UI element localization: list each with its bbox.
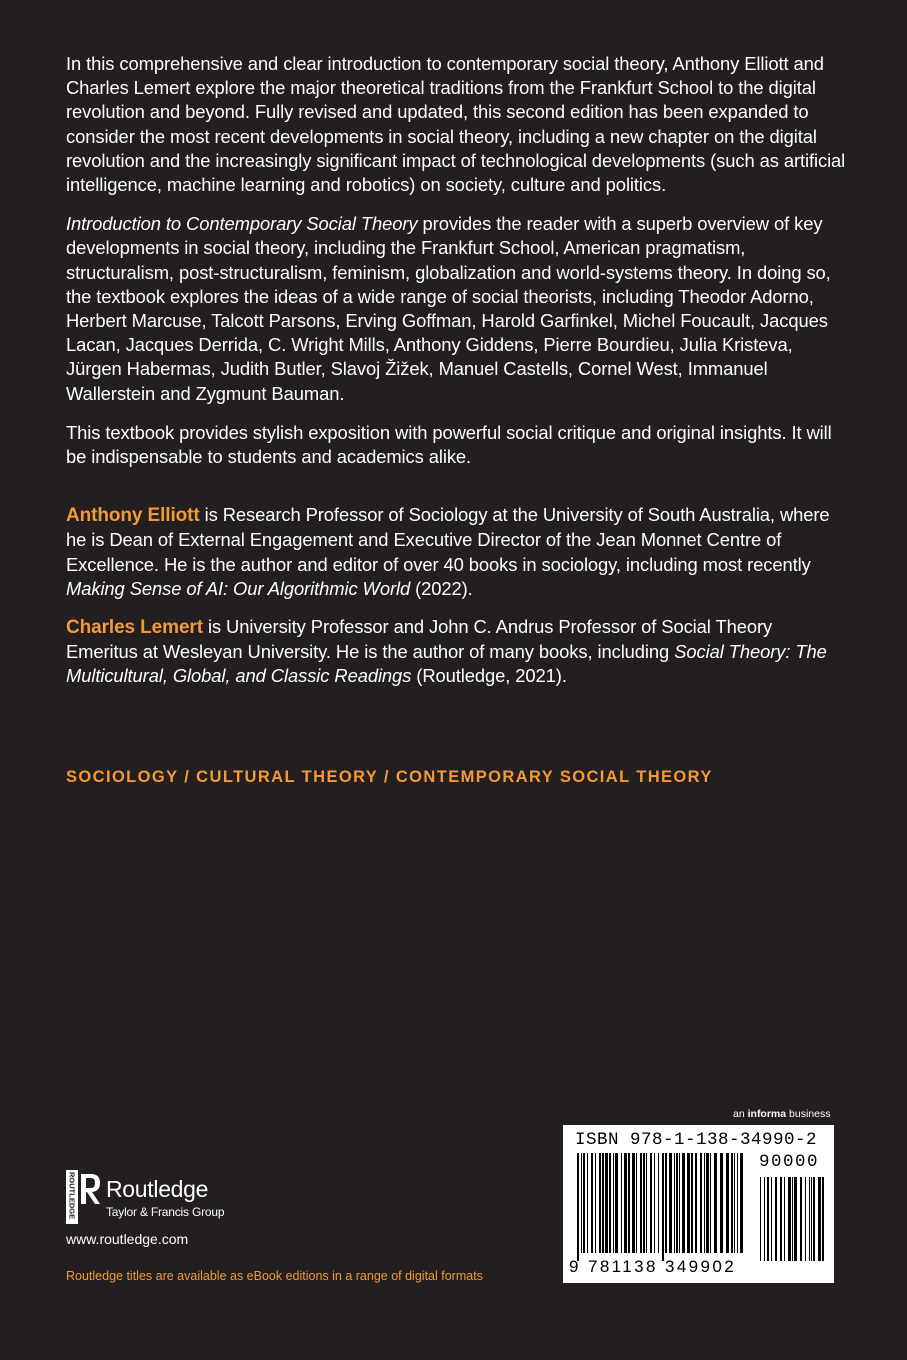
addon-bar bbox=[784, 1177, 785, 1261]
barcode-bar bbox=[734, 1153, 735, 1253]
publisher-group: Taylor & Francis Group bbox=[106, 1205, 225, 1219]
book-title: Introduction to Contemporary Social Theory bbox=[66, 213, 418, 235]
author-bio-lemert: Charles Lemert is University Professor and John C. Andrus Professor of Social Theory Emeritus at Wesleyan University. He is the author of many books, including Social Theory: The Multicultural, Global, and Classic Readings (Routledge, 2021). bbox=[66, 616, 827, 687]
description-paragraph-1: In this comprehensive and clear introduction to contemporary social theory, Anthony Elliott and Charles Lemert explore the major theoretical traditions from the Frankfurt School to the digital revolution and beyond. Fully revised and updated, this second edition has been expanded to consider the most recent developments in social theory, including a new chapter on the digital revolution and the increasingly significant impact of technological developments (such as artificial intelligence, machine learning and robotics) on society, culture and politics. bbox=[66, 53, 846, 196]
barcode-bar bbox=[628, 1153, 630, 1253]
barcode-bar bbox=[662, 1153, 664, 1261]
subject-categories: SOCIOLOGY / CULTURAL THEORY / CONTEMPORARY SOCIAL THEORY bbox=[66, 768, 713, 786]
barcode-bar bbox=[591, 1153, 593, 1253]
addon-bar bbox=[818, 1177, 821, 1261]
barcode-bar bbox=[643, 1153, 645, 1253]
addon-bar bbox=[813, 1177, 815, 1261]
barcode-bar bbox=[695, 1153, 697, 1253]
addon-bar bbox=[805, 1177, 806, 1261]
barcode-bar bbox=[687, 1153, 690, 1253]
barcode-bar bbox=[624, 1153, 627, 1253]
barcode-bar bbox=[613, 1153, 614, 1253]
barcode-bar bbox=[704, 1153, 705, 1253]
routledge-r-icon bbox=[66, 1170, 102, 1228]
barcode-bar bbox=[682, 1153, 685, 1253]
routledge-logo bbox=[66, 1170, 266, 1230]
barcode-bar bbox=[669, 1153, 672, 1253]
barcode-bar bbox=[621, 1153, 622, 1253]
barcode-bar bbox=[587, 1153, 588, 1253]
barcode-bar bbox=[679, 1153, 680, 1253]
barcode-bar bbox=[581, 1153, 582, 1253]
addon-bar bbox=[811, 1177, 812, 1261]
barcode-bar bbox=[615, 1153, 618, 1253]
barcode-bar bbox=[602, 1153, 604, 1253]
ebook-note: Routledge titles are available as eBook editions in a range of digital formats bbox=[66, 1269, 483, 1283]
barcode-bar bbox=[595, 1153, 596, 1253]
barcode-bar bbox=[726, 1153, 729, 1253]
addon-bar bbox=[788, 1177, 791, 1261]
barcode-bar bbox=[646, 1153, 647, 1253]
barcode-bar bbox=[658, 1153, 659, 1253]
barcode-bar bbox=[676, 1153, 678, 1253]
addon-bar bbox=[792, 1177, 793, 1261]
publisher-website[interactable]: www.routledge.com bbox=[66, 1231, 189, 1247]
description-paragraph-2: Introduction to Contemporary Social Theory provides the reader with a superb overview of key developments in social theory, including the Frankfurt School, American pragmatism, structuralism, post-structuralism, feminism, globalization and world-systems theory. In doing so, the textbook explores the ideas of a wide range of social theorists, including Theodor Adorno, Herbert Marcuse, Talcott Parsons, Erving Goffman, Harold Garfinkel, Michel Foucault, Jacques Lacan, Jacques Derrida, C. Wright Mills, Anthony Giddens, Pierre Bourdieu, Julia Kristeva, Jürgen Habermas, Judith Butler, Slavoj Žižek, Manuel Castells, Cornel West, Immanuel Wallerstein and Zygmunt Bauman. bbox=[66, 213, 831, 404]
informa-tagline: an informa business bbox=[733, 1108, 831, 1120]
barcode-bar bbox=[632, 1153, 635, 1253]
barcode-bar bbox=[640, 1153, 642, 1253]
addon-bar bbox=[800, 1177, 802, 1261]
addon-bar bbox=[780, 1177, 782, 1261]
barcode-bar bbox=[599, 1153, 601, 1253]
addon-bar bbox=[775, 1177, 777, 1261]
barcode-bar bbox=[731, 1153, 733, 1253]
addon-bar bbox=[809, 1177, 810, 1261]
addon-bar bbox=[771, 1177, 772, 1261]
barcode-bar bbox=[720, 1153, 723, 1253]
barcode-bar bbox=[577, 1153, 579, 1261]
barcode-bar bbox=[650, 1153, 652, 1253]
barcode-bar bbox=[714, 1153, 717, 1253]
price-addon: 90000 bbox=[759, 1152, 820, 1172]
isbn-number: ISBN 978-1-138-34990-2 bbox=[575, 1130, 818, 1150]
barcode-bar bbox=[737, 1153, 738, 1253]
author-name: Charles Lemert bbox=[66, 617, 203, 639]
barcode-bar bbox=[740, 1153, 743, 1253]
isbn-barcode bbox=[563, 1125, 834, 1283]
barcode-bar bbox=[665, 1153, 667, 1253]
addon-bar bbox=[794, 1177, 797, 1261]
barcode-bar bbox=[691, 1153, 693, 1253]
barcode-bar bbox=[700, 1153, 702, 1253]
description-paragraph-3: This textbook provides stylish exposition with powerful social critique and original insights. It will be indispensable to students and academics alike. bbox=[66, 421, 832, 468]
barcode-bar bbox=[583, 1153, 585, 1253]
addon-bar bbox=[760, 1177, 761, 1261]
publisher-name: Routledge bbox=[106, 1176, 209, 1202]
addon-bar bbox=[822, 1177, 824, 1261]
barcode-bar bbox=[710, 1153, 711, 1253]
barcode-bar bbox=[636, 1153, 637, 1253]
ean-digits: 9 781138 349902 bbox=[569, 1257, 737, 1276]
barcode-bar bbox=[609, 1153, 611, 1253]
barcode-bar bbox=[706, 1153, 709, 1253]
barcode-bar bbox=[605, 1153, 608, 1253]
author-bio-elliott: Anthony Elliott is Research Professor of Sociology at the University of South Australia, where he is Dean of External Engagement and Executive Director of the Jean Monnet Centre of Excellence. He is the author and editor of over 40 books in sociology, including most recently Making Sense of AI: Our Algorithmic World (2022). bbox=[66, 504, 830, 599]
barcode-bar bbox=[654, 1153, 655, 1253]
author-name: Anthony Elliott bbox=[66, 505, 200, 527]
routledge-vertical-mark: ROUTLEDGE bbox=[67, 1172, 77, 1220]
back-cover-text bbox=[66, 52, 846, 703]
addon-bar bbox=[764, 1177, 765, 1261]
addon-bar bbox=[767, 1177, 769, 1261]
barcode-bar bbox=[674, 1153, 675, 1253]
